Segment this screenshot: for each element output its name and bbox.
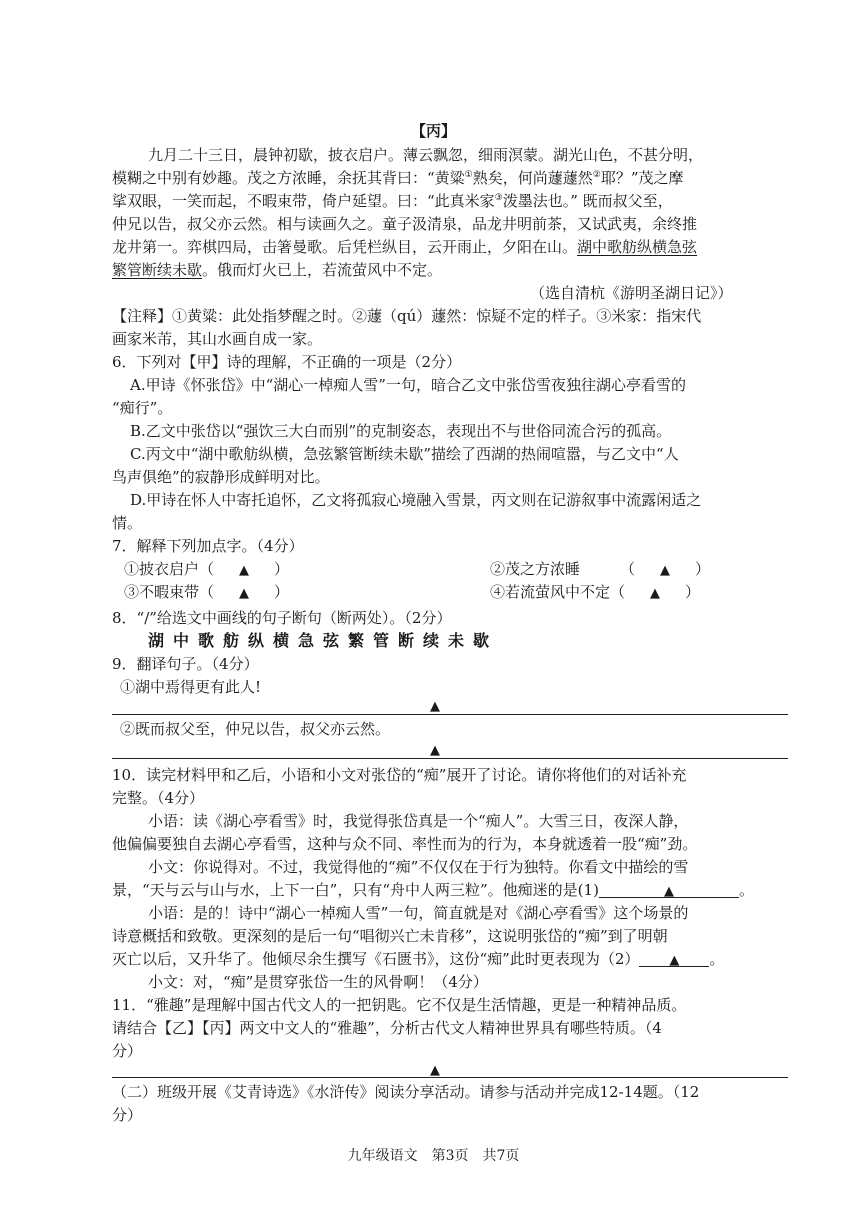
q6-option-c: C.丙文中“湖中歌舫纵横，急弦繁管断续未歇”描绘了西湖的热闹喧嚣，与乙文中“人 — [130, 445, 679, 463]
passage-line-4: 仲兄以告，叔父亦云然。相与读画久之。童子汲清泉，品龙井明前茶，又试武夷，余终推 — [112, 215, 698, 233]
notes-line-2: 画家米芾，其山水画自成一家。 — [112, 330, 323, 348]
q6-option-d: D.甲诗在怀人中寄托追怀，乙文将孤寂心境融入雪景，丙文则在记游叙事中流露闲适之 — [130, 491, 702, 509]
answer-mark-icon: ▲ — [660, 563, 671, 578]
page-footer: 九年级语文 第3页 共7页 — [347, 1148, 520, 1164]
q11-line-2: 请结合【乙】【丙】两文中文人的“雅趣”，分析古代文人精神世界具有哪些特质。（4 — [112, 1019, 662, 1037]
answer-line — [112, 758, 788, 759]
q10-line-1: 10．读完材料甲和乙后，小语和小文对张岱的“痴”展开了讨论。请你将他们的对话补充 — [112, 766, 687, 784]
section-title: 【丙】 — [410, 122, 456, 140]
answer-mark-icon: ▲ — [239, 586, 250, 601]
q7-item-2: ②茂之方浓睡 （ ▲ ） — [490, 558, 710, 582]
blank-2 — [639, 948, 709, 967]
part2-line-1: （二）班级开展《艾青诗选》《水浒传》阅读分享活动。请参与活动并完成12-14题。（12 — [112, 1083, 700, 1101]
passage-source: （选自清杭《游明圣湖日记》） — [530, 284, 733, 302]
q9-sentence-1: ①湖中焉得更有此人! — [120, 678, 262, 696]
q8-stem: 8．“/”给选文中画线的句子断句（断两处）。（2分） — [112, 609, 452, 627]
q7-item-1: ①披衣启户（ ▲ ） — [124, 558, 289, 582]
answer-mark-icon: ▲ — [650, 586, 661, 601]
passage-line-5: 龙井第一。弈棋四局，击箸曼歌。后凭栏纵目，云开雨止，夕阳在山。湖中歌舫纵横急弦 — [112, 238, 698, 256]
passage-line-3: 挲双眼，一笑而起，不暇束带，倚户延望。曰：“此真米家③泼墨法也。” 既而叔父至， — [112, 192, 673, 210]
answer-mark-icon: ▲ — [430, 743, 440, 758]
q9-sentence-2: ②既而叔父至，仲兄以告，叔父亦云然。 — [120, 720, 391, 738]
part2-line-2: 分） — [112, 1106, 143, 1124]
q10-line-2: 完整。（4分） — [112, 789, 205, 807]
q10-line-4: 他偏偏要独自去湖心亭看雪，这种与众不同、率性而为的行为，本身就透着一股“痴”劲。 — [112, 835, 698, 853]
q11-line-1: 11．“雅趣”是理解中国古代文人的一把钥匙。它不仅是生活情趣，更是一种精神品质。 — [112, 996, 687, 1014]
q10-line-9: 灭亡以后，又升华了。他倾尽余生撰写《石匮书》，这份“痴”此时更表现为（2） ▲ 。 — [112, 948, 724, 970]
q10-line-10: 小文：对，“痴”是贯穿张岱一生的风骨啊！（4分） — [148, 973, 488, 991]
passage-line-1: 九月二十三日，晨钟初歇，披衣启户。薄云飘忽，细雨溟蒙。湖光山色，不甚分明， — [148, 146, 704, 164]
q8-sentence: 湖中歌舫纵横急弦繁管断续未歇 — [148, 631, 499, 650]
answer-mark-icon: ▲ — [669, 953, 680, 968]
q10-line-7: 小语：是的！诗中“湖心一棹痴人雪”一句，简直就是对《湖心亭看雪》这个场景的 — [148, 904, 689, 922]
q6-option-a-cont: “痴行”。 — [112, 399, 173, 417]
q7-item-3: ③不暇束带（ ▲ ） — [124, 581, 289, 605]
answer-line — [112, 1077, 788, 1078]
answer-mark-icon: ▲ — [430, 699, 440, 714]
q6-stem: 6．下列对【甲】诗的理解，不正确的一项是（2分） — [112, 353, 462, 371]
answer-mark-icon: ▲ — [239, 563, 250, 578]
q9-stem: 9．翻译句子。（4分） — [112, 655, 259, 673]
q7-stem: 7．解释下列加点字。（4分） — [112, 537, 304, 555]
q10-line-6: 景，“天与云与山与水，上下一白”，只有“舟中人两三粒”。他痴迷的是(1) ▲ 。 — [112, 879, 754, 901]
answer-mark-icon: ▲ — [663, 884, 674, 899]
answer-mark-icon: ▲ — [430, 1063, 440, 1078]
underlined-sentence-part-2: 繁管断续未歇 — [112, 261, 203, 279]
answer-line — [112, 714, 788, 715]
q11-line-3: 分） — [112, 1042, 143, 1060]
q6-option-d-cont: 情。 — [112, 514, 143, 532]
q10-line-3: 小语：读《湖心亭看雪》时，我觉得张岱真是一个“痴人”。大雪三日，夜深人静， — [148, 812, 689, 830]
passage-line-6: 繁管断续未歇。俄而灯火已上，若流萤风中不定。 — [112, 261, 443, 279]
underlined-sentence-part-1: 湖中歌舫纵横急弦 — [577, 238, 698, 256]
q10-line-5: 小文：你说得对。不过，我觉得他的“痴”不仅仅在于行为独特。你看文中描绘的雪 — [148, 858, 689, 876]
q6-option-b: B.乙文中张岱以“强饮三大白而别”的克制姿态，表现出不与世俗同流合污的孤高。 — [130, 422, 672, 440]
notes-line-1: 【注释】①黄粱：此处指梦醒之时。②蘧（qú）蘧然：惊疑不定的样子。③米家：指宋代 — [112, 307, 702, 325]
blank-1 — [599, 879, 739, 898]
q6-option-c-cont: 鸟声俱绝”的寂静形成鲜明对比。 — [112, 468, 330, 486]
q6-option-a: A.甲诗《怀张岱》中“湖心一棹痴人雪”一句，暗合乙文中张岱雪夜独往湖心亭看雪的 — [130, 376, 686, 394]
q7-item-4: ④若流萤风中不定（ ▲ ） — [490, 581, 700, 605]
q10-line-8: 诗意概括和致敬。更深刻的是后一句“唱彻兴亡未肯移”，这说明张岱的“痴”到了明朝 — [112, 927, 668, 945]
passage-line-2: 模糊之中别有妙趣。茂之方浓睡，余抚其背曰：“黄粱①熟矣，何尚蘧蘧然②耶？”茂之摩 — [112, 169, 684, 187]
